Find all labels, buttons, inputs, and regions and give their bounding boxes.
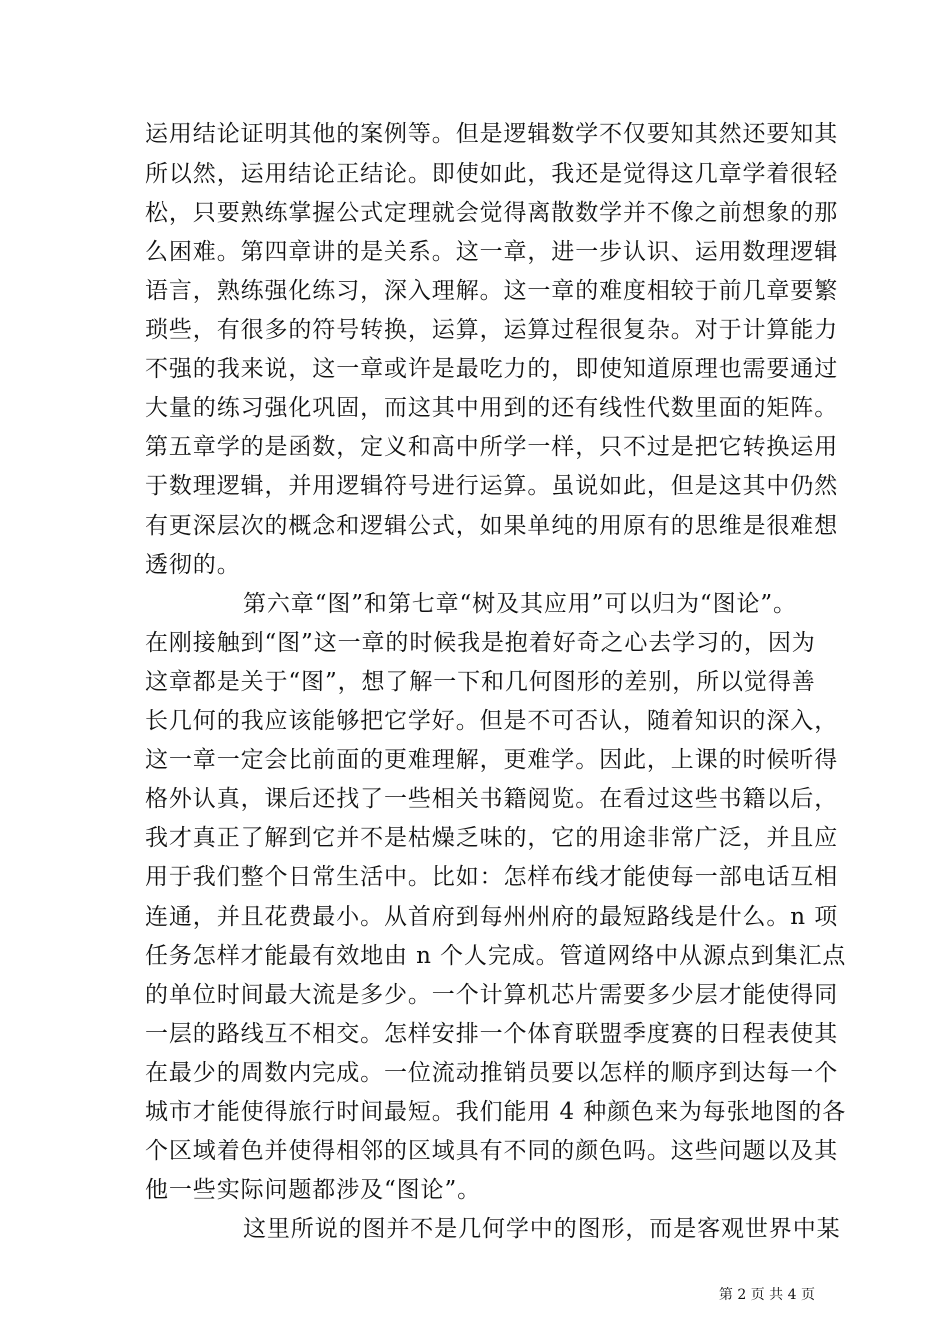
text-line: 他一些实际问题都涉及“图论”。 bbox=[145, 1177, 482, 1203]
paragraph-start-line: 第六章“图”和第七章“树及其应用”可以归为“图论”。 bbox=[243, 591, 797, 617]
text-line: 长几何的我应该能够把它学好。但是不可否认，随着知识的深入， bbox=[145, 708, 839, 734]
text-line: 的单位时间最大流是多少。一个计算机芯片需要多少层才能使得同 bbox=[145, 982, 839, 1008]
text-line: 大量的练习强化巩固，而这其中用到的还有线性代数里面的矩阵。 bbox=[145, 395, 839, 421]
page-number-footer: 第 2 页 共 4 页 bbox=[718, 1287, 815, 1303]
text-line: 所以然，运用结论正结论。即使如此，我还是觉得这几章学着很轻 bbox=[145, 161, 839, 187]
text-line: 琐些，有很多的符号转换，运算，运算过程很复杂。对于计算能力 bbox=[145, 317, 839, 343]
text-line: 一层的路线互不相交。怎样安排一个体育联盟季度赛的日程表使其 bbox=[145, 1021, 839, 1047]
text-line: 在最少的周数内完成。一位流动推销员要以怎样的顺序到达每一个 bbox=[145, 1060, 839, 1086]
text-line: 这一章一定会比前面的更难理解，更难学。因此，上课的时候听得 bbox=[145, 747, 839, 773]
text-line: 透彻的。 bbox=[145, 552, 241, 578]
text-line: 格外认真，课后还找了一些相关书籍阅览。在看过这些书籍以后， bbox=[145, 786, 839, 812]
text-line: 在刚接触到“图”这一章的时候我是抱着好奇之心去学习的，因为 bbox=[145, 630, 816, 656]
text-line: 语言，熟练强化练习，深入理解。这一章的难度相较于前几章要繁 bbox=[145, 278, 839, 304]
paragraph-start-line: 这里所说的图并不是几何学中的图形，而是客观世界中某 bbox=[243, 1216, 841, 1242]
text-line: 于数理逻辑，并用逻辑符号进行运算。虽说如此，但是这其中仍然 bbox=[145, 473, 839, 499]
text-line: 连通，并且花费最小。从首府到每州州府的最短路线是什么。n 项 bbox=[145, 904, 839, 930]
text-line: 么困难。第四章讲的是关系。这一章，进一步认识、运用数理逻辑 bbox=[145, 239, 839, 265]
text-line: 城市才能使得旅行时间最短。我们能用 4 种颜色来为每张地图的各 bbox=[145, 1099, 847, 1125]
text-line: 运用结论证明其他的案例等。但是逻辑数学不仅要知其然还要知其 bbox=[145, 121, 839, 147]
text-line: 有更深层次的概念和逻辑公式，如果单纯的用原有的思维是很难想 bbox=[145, 513, 839, 539]
text-line: 第五章学的是函数，定义和高中所学一样，只不过是把它转换运用 bbox=[145, 434, 839, 460]
text-line: 任务怎样才能最有效地由 n 个人完成。管道网络中从源点到集汇点 bbox=[145, 943, 847, 969]
text-line: 这章都是关于“图”，想了解一下和几何图形的差别，所以觉得善 bbox=[145, 669, 816, 695]
text-line: 我才真正了解到它并不是枯燥乏味的，它的用途非常广泛，并且应 bbox=[145, 825, 839, 851]
text-line: 用于我们整个日常生活中。比如：怎样布线才能使每一部电话互相 bbox=[145, 864, 839, 890]
text-line: 不强的我来说，这一章或许是最吃力的，即使知道原理也需要通过 bbox=[145, 356, 839, 382]
text-line: 松，只要熟练掌握公式定理就会觉得离散数学并不像之前想象的那 bbox=[145, 200, 839, 226]
text-line: 个区域着色并使得相邻的区域具有不同的颜色吗。这些问题以及其 bbox=[145, 1138, 839, 1164]
